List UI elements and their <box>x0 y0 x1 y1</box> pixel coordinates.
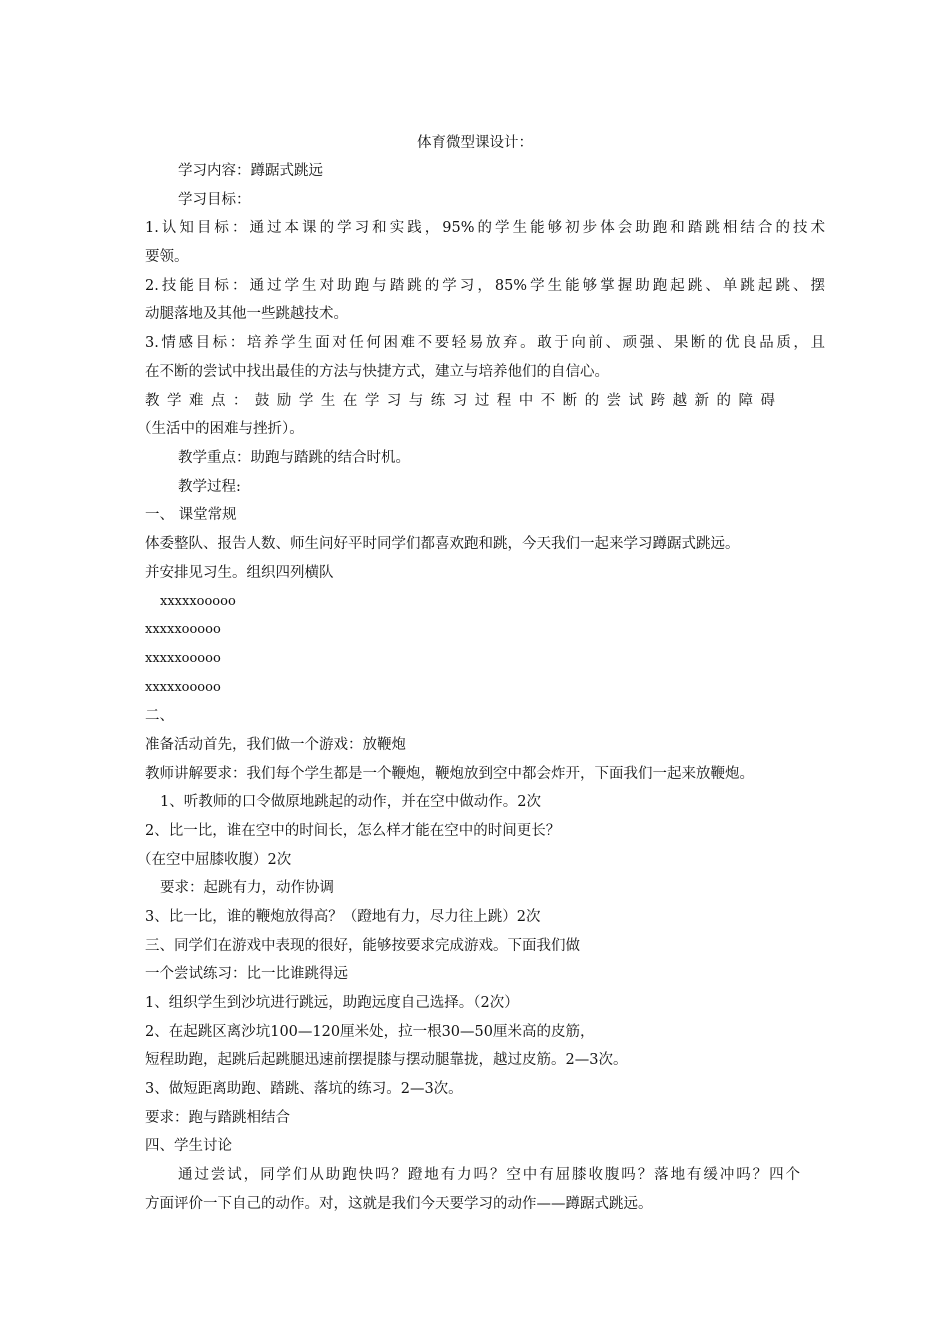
key-point-line: 教学重点：助跑与踏跳的结合时机。 <box>178 450 410 466</box>
objective-line: 2.技能目标：通过学生对助跑与踏跳的学习，85%学生能够掌握助跑起跳、单跳起跳、摆 <box>145 278 825 294</box>
body-line: 体委整队、报告人数、师生问好平时同学们都喜欢跑和跳，今天我们一起来学习蹲踞式跳远。 <box>145 536 740 552</box>
objectives-heading: 学习目标： <box>178 192 251 208</box>
formation-row: xxxxxooooo <box>145 622 221 637</box>
content-line: 学习内容：蹲踞式跳远 <box>178 163 323 179</box>
body-line: 教师讲解要求：我们每个学生都是一个鞭炮，鞭炮放到空中都会炸开，下面我们一起来放鞭炮。 <box>145 766 754 782</box>
body-line: 1、听教师的口令做原地跳起的动作，并在空中做动作。2次 <box>160 794 541 810</box>
objective-line: 要领。 <box>145 249 189 265</box>
body-line: 1、组织学生到沙坑进行跳远，助跑远度自己选择。（2次） <box>145 995 519 1011</box>
document-title: 体育微型课设计： <box>417 135 533 151</box>
section-heading: 一、 课堂常规 <box>145 507 237 523</box>
objective-line: 动腿落地及其他一些跳越技术。 <box>145 306 348 322</box>
formation-row: xxxxxooooo <box>145 651 221 666</box>
difficulty-line: 教学难点：鼓励学生在学习与练习过程中不断的尝试跨越新的障碍 <box>145 393 775 409</box>
body-line: 要求：起跳有力，动作协调 <box>160 880 334 896</box>
body-line: 短程助跑，起跳后起跳腿迅速前摆提膝与摆动腿靠拢，越过皮筋。2—3次。 <box>145 1052 628 1068</box>
body-line: 准备活动首先，我们做一个游戏：放鞭炮 <box>145 737 406 753</box>
section-heading: 三、同学们在游戏中表现的很好，能够按要求完成游戏。下面我们做 <box>145 938 580 954</box>
body-line: 并安排见习生。组织四列横队 <box>145 565 334 581</box>
section-heading: 二、 <box>145 708 174 724</box>
section-heading: 四、学生讨论 <box>145 1138 232 1154</box>
body-line: 要求：跑与踏跳相结合 <box>145 1110 290 1126</box>
body-line: （在空中屈膝收腹）2次 <box>137 852 292 868</box>
objective-line: 3.情感目标：培养学生面对任何困难不要轻易放弃。敢于向前、顽强、果断的优良品质，且 <box>145 335 825 351</box>
difficulty-line: （生活中的困难与挫折）。 <box>137 421 304 437</box>
process-heading: 教学过程: <box>178 479 241 495</box>
formation-row: xxxxxooooo <box>145 680 221 695</box>
body-line: 2、在起跳区离沙坑100—120厘米处，拉一根30—50厘米高的皮筋， <box>145 1024 595 1040</box>
body-line: 通过尝试，同学们从助跑快吗？蹬地有力吗？空中有屈膝收腹吗？落地有缓冲吗？四个 <box>178 1167 800 1183</box>
objective-line: 在不断的尝试中找出最佳的方法与快捷方式，建立与培养他们的自信心。 <box>145 364 609 380</box>
body-line: 3、比一比，谁的鞭炮放得高？（蹬地有力，尽力往上跳）2次 <box>145 909 541 925</box>
body-line: 方面评价一下自己的动作。对，这就是我们今天要学习的动作——蹲踞式跳远。 <box>145 1196 653 1212</box>
body-line: 3、做短距离助跑、踏跳、落坑的练习。2—3次。 <box>145 1081 463 1097</box>
objective-line: 1.认知目标：通过本课的学习和实践，95%的学生能够初步体会助跑和踏跳相结合的技术 <box>145 220 825 236</box>
formation-row: xxxxxooooo <box>160 594 236 609</box>
body-line: 2、比一比，谁在空中的时间长，怎么样才能在空中的时间更长？ <box>145 823 561 839</box>
body-line: 一个尝试练习：比一比谁跳得远 <box>145 966 348 982</box>
